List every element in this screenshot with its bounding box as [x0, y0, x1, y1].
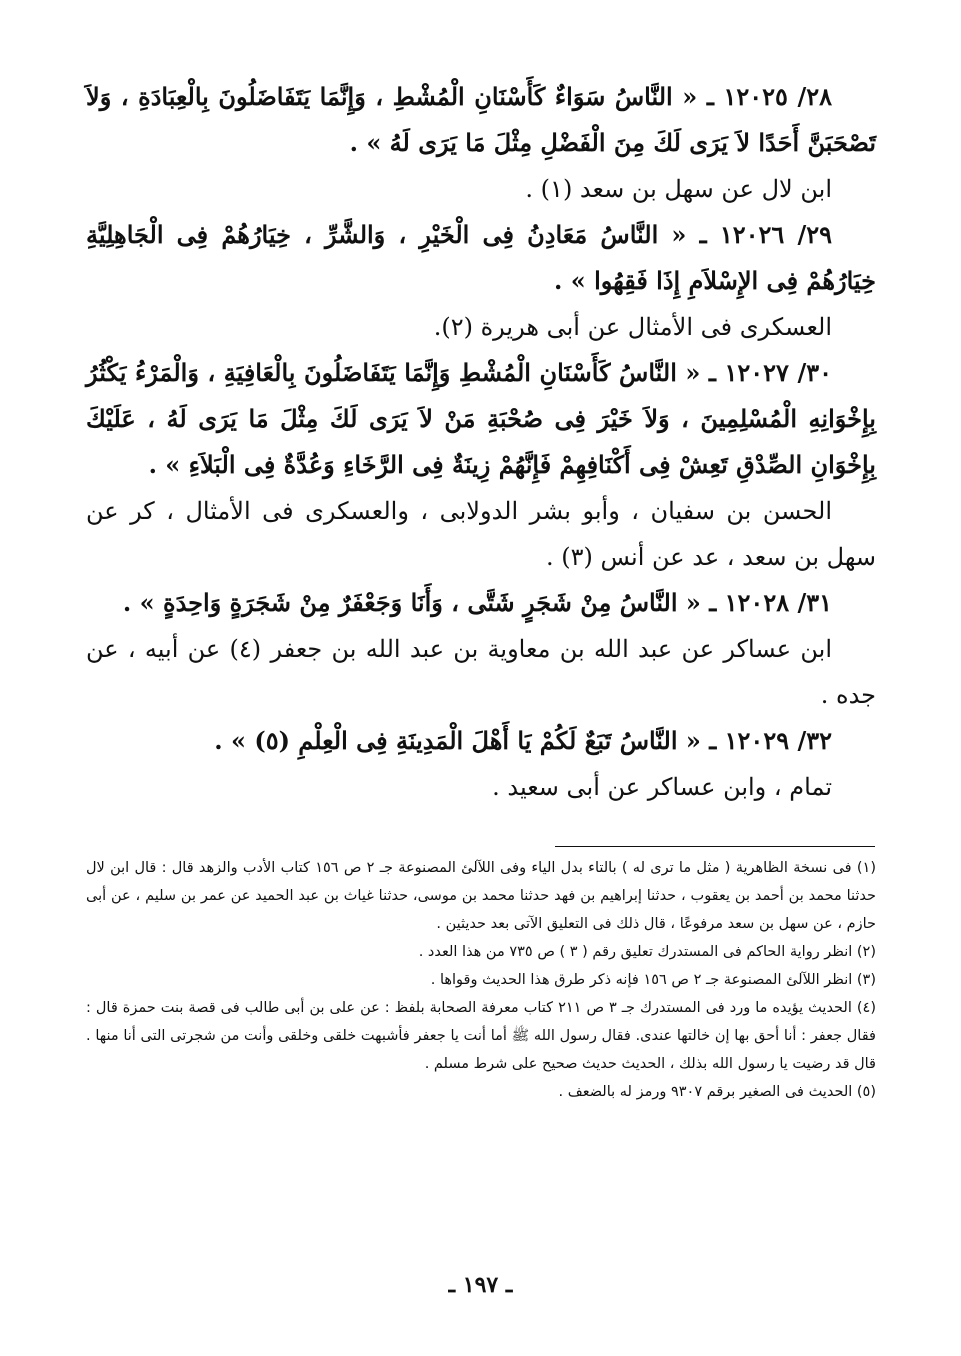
hadith-list: [86, 74, 876, 810]
hadith-source-12026: العسكرى فى الأمثال عن أبى هريرة (٢).: [433, 313, 832, 341]
hadith-source-12028: ابن عساكر عن عبد الله بن معاوية بن عبد الله بن جعفر (٤) عن أبيه ، عن جده .: [86, 635, 876, 709]
footnote-4: (٤) الحديث يؤيده ما ورد فى المستدرك جـ ٣ ص ٢١١ كتاب معرفة الصحابة بلفظ : عن على بن أبى طالب فى قصة بنت حمزة قال : فقال جعفر : أنا أحق بها إن خالتها عندى. فقال رسول الله ﷺ أما أنت يا جعفر فأشبهت خلقى وخلقى وأنت من شجرتى التى أنا منها . قال قد رضيت يا رسول الله بذلك ، الحديث حديث صحيح على شرط مسلم .: [86, 1000, 876, 1072]
hadith-entry-12027: ٣٠/ ١٢٠٢٧ ـ « النَّاسُ كَأَسْنَانِ الْمُشْطِ وَإِنَّمَا يَتَفَاضَلُونَ بِالْعَافِيَةِ ، وَالْمَرْءُ يَكْثُرُ بِإِخْوَانِهِ الْمُسْلِمِينَ ، وَلاَ خَيْرَ فِى صُحْبَةِ مَنْ لاَ يَرَى لَكَ مِثْلَ مَا يَرَى لَهُ ، عَلَيْكَ بِإِخْوَانِ الصِّدْقِ تَعِشْ فِى أَكْنَافِهِمْ فَإِنَّهُمْ زِينَةٌ فِى الرَّخَاءِ وَعُدَّةٌ فِى الْبَلاَءِ » .: [86, 358, 876, 479]
hadith-entry-12026: ٢٩/ ١٢٠٢٦ ـ « النَّاسُ مَعَادِنُ فِى الْخَيْرِ ، وَالشَّرِّ ، خِيَارُهُمْ فِى الْجَاهِلِيَّةِ خِيَارُهُمْ فِى الإِسْلاَمِ إِذَا فَقِهُوا » .: [86, 220, 876, 295]
footnotes: [86, 854, 876, 1106]
hadith-source-12029: تمام ، وابن عساكر عن أبى سعيد .: [492, 773, 832, 801]
footnote-3: (٣) انظر اللآلئ المصنوعة جـ ٢ ص ١٥٦ فإنه ذكر طرق هذا الحديث وقواها .: [430, 972, 876, 988]
hadith-entry-12029: ٣٢/ ١٢٠٢٩ ـ « النَّاسُ تَبَعٌ لَكُمْ يَا أَهْلَ الْمَدِينَةِ فِى الْعِلْمِ (٥) » .: [214, 726, 832, 755]
hadith-source-12025: ابن لال عن سهل بن سعد (١) .: [525, 175, 832, 203]
footnote-1: (١) فى نسخة الظاهرية ( مثل ما ترى له ) بالتاء بدل الياء وفى اللآلئ المصنوعة جـ ٢ ص ١٥٦ كتاب الأدب والزهد قال : قال ابن لال حدثنا محمد بن أحمد بن يعقوب ، حدثنا إبراهيم بن فهد حدثنا محمد بن موسى، حدثنا غياث بن عبد الحميد عن عمر بن سليم ، عن أبى حازم ، عن سهل بن سعد مرفوعًا ، قال ذلك فى التعليق الآتى بعد حديثين .: [86, 860, 876, 932]
hadith-entry-12025: ٢٨/ ١٢٠٢٥ ـ « النَّاسُ سَوَاءٌ كَأَسْنَانِ الْمُشْطِ ، وَإِنَّمَا يَتَفَاضَلُونَ بِالْعِبَادَةِ ، وَلاَ تَصْحَبَنَّ أَحَدًا لاَ يَرَى لَكَ مِنَ الْفَضْلِ مِثْلَ مَا يَرَى لَهُ » .: [86, 82, 876, 157]
footnote-2: (٢) انظر رواية الحاكم فى المستدرك تعليق رقم ( ٣ ) ص ٧٣٥ من هذا العدد .: [418, 944, 876, 960]
hadith-entry-12028: ٣١/ ١٢٠٢٨ ـ « النَّاسُ مِنْ شَجَرٍ شَتَّى ، وَأَنَا وَجَعْفَرٌ مِنْ شَجَرَةٍ وَاحِدَةٍ » .: [122, 588, 832, 617]
footnote-5: (٥) الحديث فى الصغير برقم ٩٣٠٧ ورمز له بالضعف .: [558, 1084, 876, 1100]
footnote-separator: [555, 846, 875, 847]
page-number: ـ ١٩٧ ـ: [448, 1272, 513, 1298]
hadith-source-12027: الحسن بن سفيان ، وأبو بشر الدولابى ، والعسكرى فى الأمثال ، كر عن سهل بن سعد ، عد عن أنس (٣) .: [86, 497, 876, 571]
main-text: [86, 74, 876, 810]
